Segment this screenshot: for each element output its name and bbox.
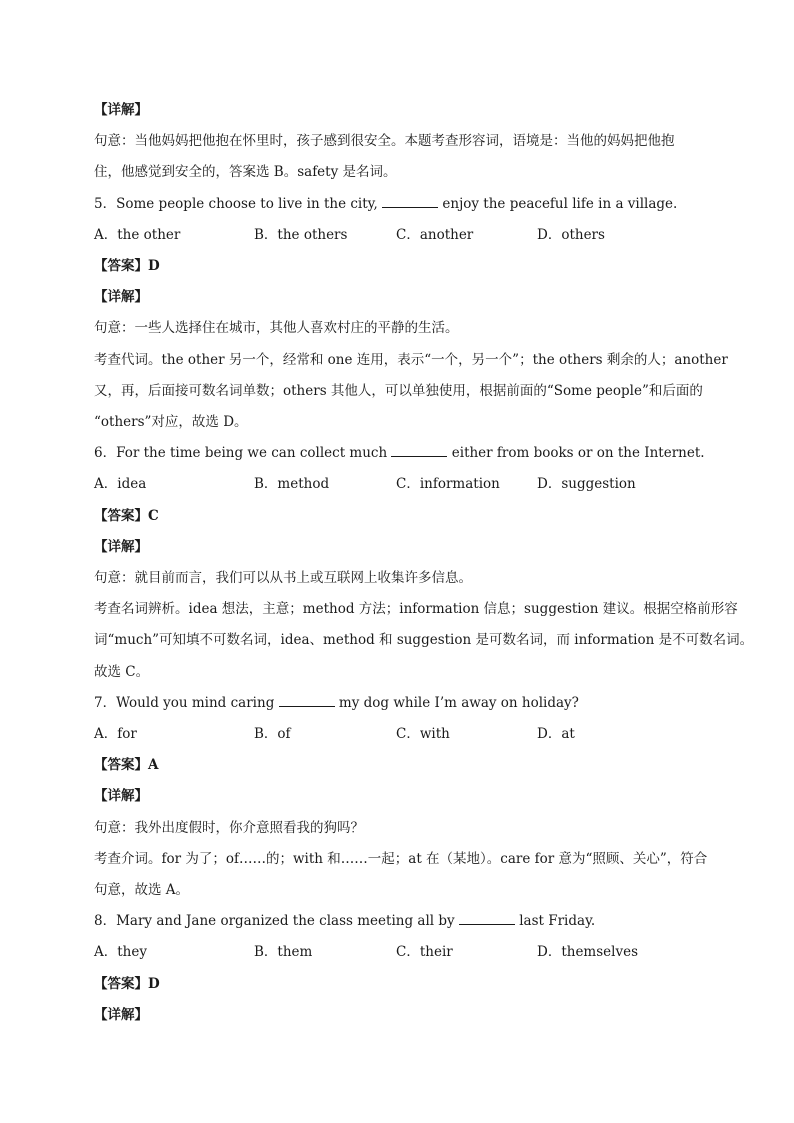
- option-c: C．with: [396, 726, 450, 742]
- explanation-text: 考查代词。the other 另一个，经常和 one 连用，表示“一个，另一个”；the others 剩余的人；another: [94, 351, 728, 368]
- option-c: C．information: [396, 476, 500, 493]
- question-text-after: enjoy the peaceful life in a village.: [438, 195, 678, 212]
- explanation-text: 句意，故选 A。: [94, 882, 190, 898]
- question-number: 8．: [94, 913, 117, 930]
- question-number: 6．: [94, 445, 117, 462]
- explanation-text: 句意：当他妈妈把他抱在怀里时，孩子感到很安全。本题考查形容词，语境是：当他的妈妈把他抱: [94, 133, 675, 150]
- explanation-text: 又，再，后面接可数名词单数；others 其他人，可以单独使用，根据前面的“Some people”和后面的: [94, 382, 703, 399]
- section-tag: [94, 538, 148, 556]
- tag-text: 【答案】D: [94, 258, 160, 274]
- option-b: B．the others: [254, 226, 348, 243]
- question-number: 7．: [94, 694, 117, 711]
- question-stem: [94, 694, 579, 712]
- tag-text: 【详解】: [94, 538, 148, 555]
- question-stem: [94, 912, 595, 930]
- explanation-line: [94, 881, 189, 899]
- question-number: 5．: [94, 195, 117, 212]
- option-d: D．at: [537, 726, 575, 742]
- tag-text: 【详解】: [94, 102, 148, 118]
- option-d: D．suggestion: [537, 476, 636, 493]
- option-a: A．the other: [94, 226, 181, 243]
- explanation-line: [94, 351, 728, 369]
- question-text-after: my dog while I’m away on holiday?: [334, 694, 579, 711]
- tag-text: 【答案】D: [94, 975, 160, 992]
- option-a: A．for: [94, 726, 137, 742]
- explanation-text: “others”对应，故选 D。: [94, 414, 248, 430]
- section-tag: [94, 975, 160, 993]
- explanation-line: [94, 132, 675, 150]
- explanation-text: 句意：我外出度假时，你介意照看我的狗吗？: [94, 819, 364, 836]
- explanation-line: [94, 631, 753, 649]
- section-tag: [94, 787, 148, 805]
- section-tag: [94, 507, 159, 525]
- explanation-text: 故选 C。: [94, 663, 150, 680]
- explanation-text: 句意：一些人选择住在城市，其他人喜欢村庄的平静的生活。: [94, 320, 459, 337]
- question-text-after: last Friday.: [514, 913, 596, 930]
- option-a: A．idea: [94, 476, 147, 493]
- answer-options: [94, 475, 714, 493]
- question-stem: [94, 444, 705, 462]
- explanation-text: 考查介词。for 为了；of……的；with 和……一起；at 在（某地）。care for 意为“照顾、关心”，符合: [94, 850, 708, 867]
- answer-blank: [391, 444, 447, 457]
- option-d: D．others: [537, 226, 605, 243]
- question-stem: [94, 195, 677, 213]
- question-text-before: Some people choose to live in the city,: [116, 195, 383, 212]
- explanation-text: 句意：就目前而言，我们可以从书上或互联网上收集许多信息。: [94, 570, 472, 586]
- section-tag: [94, 288, 148, 306]
- tag-text: 【答案】C: [94, 507, 159, 524]
- explanation-line: [94, 319, 459, 337]
- explanation-text: 住，他感觉到安全的，答案选 B。safety 是名词。: [94, 164, 397, 181]
- explanation-line: [94, 663, 149, 681]
- tag-text: 【详解】: [94, 289, 148, 306]
- option-c: C．another: [396, 226, 474, 243]
- explanation-line: [94, 382, 703, 400]
- explanation-line: [94, 569, 472, 587]
- answer-options: [94, 943, 714, 961]
- section-tag: [94, 756, 158, 774]
- explanation-line: [94, 819, 364, 837]
- section-tag: [94, 257, 160, 275]
- option-b: B．method: [254, 476, 330, 493]
- section-tag: [94, 1006, 148, 1024]
- explanation-line: [94, 163, 397, 181]
- option-a: A．they: [94, 944, 147, 961]
- answer-blank: [459, 912, 515, 925]
- tag-text: 【答案】A: [94, 757, 159, 774]
- option-b: B．of: [254, 726, 291, 742]
- explanation-text: 词“much”可知填不可数名词，idea、method 和 suggestion 是可数名词，而 information 是不可数名词。: [94, 632, 754, 649]
- section-tag: [94, 101, 148, 119]
- explanation-line: [94, 600, 738, 618]
- explanation-line: [94, 413, 248, 431]
- question-text-before: Would you mind caring: [116, 694, 279, 711]
- answer-options: [94, 226, 714, 244]
- question-text-before: For the time being we can collect much: [116, 445, 392, 462]
- question-text-after: either from books or on the Internet.: [447, 445, 705, 462]
- answer-blank: [382, 195, 438, 208]
- answer-options: [94, 725, 714, 743]
- tag-text: 【详解】: [94, 1006, 148, 1023]
- tag-text: 【详解】: [94, 788, 148, 805]
- question-text-before: Mary and Jane organized the class meeting all by: [116, 913, 459, 930]
- option-b: B．them: [254, 944, 313, 961]
- option-d: D．themselves: [537, 944, 639, 961]
- answer-blank: [279, 694, 335, 707]
- option-c: C．their: [396, 944, 453, 961]
- explanation-line: [94, 850, 707, 868]
- explanation-text: 考查名词辨析。idea 想法，主意；method 方法；information 信息；suggestion 建议。根据空格前形容: [94, 601, 738, 618]
